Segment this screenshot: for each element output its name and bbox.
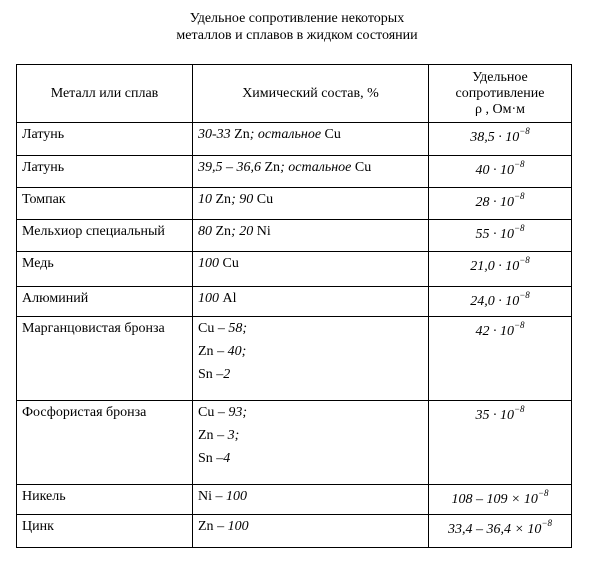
composition-line	[198, 519, 428, 542]
cell-composition	[193, 485, 429, 515]
resistivity-value: 42 · 10	[475, 324, 514, 339]
cell-resistivity	[429, 252, 572, 287]
resistivity-exponent: −8	[513, 223, 525, 233]
table-title-line1: Удельное сопротивление некоторых	[189, 11, 405, 26]
resistivity-value: 108 – 109 × 10	[451, 492, 538, 507]
cell-resistivity	[429, 317, 572, 401]
resistivity-exponent: −8	[513, 320, 525, 330]
cell-metal	[17, 515, 193, 548]
resistivity-value: 21,0 · 10	[470, 259, 520, 274]
composition-line	[198, 127, 428, 150]
cell-composition	[193, 252, 429, 287]
composition-part: Sn	[198, 451, 213, 466]
composition-part: Cu	[198, 321, 215, 336]
header-composition: Химический состав, %	[193, 65, 429, 123]
composition-part: ; 90	[231, 192, 257, 207]
cell-resistivity	[429, 156, 572, 188]
composition-part: Cu	[354, 160, 372, 175]
table-row	[17, 515, 572, 548]
composition-part: Ni	[256, 224, 271, 239]
composition-part: Zn	[215, 224, 232, 239]
cell-composition	[193, 317, 429, 401]
composition-part: 10	[198, 192, 216, 207]
resistivity-value: 55 · 10	[475, 227, 514, 242]
cell-composition	[193, 287, 429, 317]
table-row	[17, 156, 572, 188]
composition-line	[198, 489, 428, 512]
metal-name: Никель	[22, 489, 66, 504]
composition-line	[198, 451, 428, 474]
composition-part: –2	[212, 367, 231, 382]
cell-resistivity	[429, 485, 572, 515]
cell-metal	[17, 156, 193, 188]
cell-resistivity	[429, 220, 572, 252]
header-resistivity-line1: Удельное	[472, 69, 528, 85]
header-metal: Металл или сплав	[17, 65, 193, 123]
composition-part: Zn	[264, 160, 281, 175]
composition-line	[198, 321, 428, 344]
table-body	[17, 123, 572, 548]
composition-line	[198, 192, 428, 215]
composition-line	[198, 344, 428, 367]
composition-part: ; остальное	[249, 127, 325, 142]
cell-resistivity	[429, 401, 572, 485]
composition-part: –4	[212, 451, 231, 466]
composition-part: – 100	[213, 519, 249, 534]
resistivity-exponent: −8	[513, 404, 525, 414]
composition-part: Cu	[198, 405, 215, 420]
table-title	[0, 10, 594, 44]
composition-part: 39,5 – 36,6	[198, 160, 265, 175]
metal-name: Латунь	[22, 127, 65, 142]
cell-resistivity	[429, 188, 572, 220]
header-resistivity	[429, 65, 572, 123]
header-resistivity-line2: сопротивление	[455, 85, 545, 101]
cell-composition	[193, 188, 429, 220]
composition-part: ; 20	[231, 224, 257, 239]
composition-part: 30-33	[198, 127, 235, 142]
cell-metal	[17, 485, 193, 515]
composition-part: 100	[198, 291, 223, 306]
cell-resistivity	[429, 515, 572, 548]
resistivity-exponent: −8	[513, 191, 525, 201]
table-row	[17, 287, 572, 317]
table-row	[17, 252, 572, 287]
composition-part: – 100	[212, 489, 247, 504]
cell-composition	[193, 220, 429, 252]
resistivity-exponent: −8	[519, 290, 530, 300]
composition-part: Ni	[198, 489, 212, 504]
cell-resistivity	[429, 287, 572, 317]
composition-part: Zn	[234, 127, 250, 142]
metal-name: Алюминий	[22, 291, 89, 306]
composition-part: Zn	[198, 344, 214, 359]
metal-name: Фосфористая бронза	[22, 405, 147, 420]
composition-part: Cu	[256, 192, 274, 207]
table-row	[17, 123, 572, 156]
cell-composition	[193, 156, 429, 188]
table-row	[17, 188, 572, 220]
table-row	[17, 485, 572, 515]
cell-metal	[17, 252, 193, 287]
cell-composition	[193, 401, 429, 485]
cell-metal	[17, 317, 193, 401]
table-row	[17, 220, 572, 252]
composition-part: ; остальное	[280, 160, 355, 175]
cell-metal	[17, 188, 193, 220]
composition-part: – 93;	[214, 405, 248, 420]
metal-name: Марганцовистая бронза	[22, 321, 165, 336]
cell-metal	[17, 123, 193, 156]
composition-line	[198, 428, 428, 451]
composition-line	[198, 160, 428, 183]
resistivity-value: 28 · 10	[475, 195, 514, 210]
resistivity-table	[16, 64, 572, 548]
composition-part: 100	[198, 256, 223, 271]
resistivity-exponent: −8	[513, 159, 525, 169]
cell-metal	[17, 220, 193, 252]
composition-line	[198, 291, 428, 314]
composition-part: Zn	[215, 192, 232, 207]
cell-resistivity	[429, 123, 572, 156]
composition-part: – 40;	[213, 344, 247, 359]
cell-composition	[193, 123, 429, 156]
resistivity-exponent: −8	[537, 488, 549, 498]
resistivity-value: 38,5 · 10	[470, 130, 520, 145]
composition-part: Sn	[198, 367, 213, 382]
resistivity-value: 40 · 10	[475, 163, 514, 178]
composition-part: Cu	[324, 127, 341, 142]
metal-name: Медь	[22, 256, 54, 271]
resistivity-exponent: −8	[519, 126, 530, 136]
table-row	[17, 401, 572, 485]
composition-line	[198, 224, 428, 247]
header-row	[17, 65, 572, 123]
metal-name: Мельхиор специальный	[22, 224, 165, 239]
composition-part: Al	[222, 291, 237, 306]
resistivity-value: 35 · 10	[475, 408, 514, 423]
composition-part: Cu	[222, 256, 239, 271]
table-row	[17, 317, 572, 401]
metal-name: Латунь	[22, 160, 65, 175]
resistivity-exponent: −8	[519, 255, 530, 265]
resistivity-value: 24,0 · 10	[470, 294, 520, 309]
composition-line	[198, 256, 428, 279]
metal-name: Томпак	[22, 192, 66, 207]
header-resistivity-line3: ρ , Ом·м	[475, 101, 525, 117]
composition-part: – 3;	[213, 428, 240, 443]
composition-line	[198, 367, 428, 390]
metal-name: Цинк	[22, 519, 54, 534]
cell-composition	[193, 515, 429, 548]
composition-line	[198, 405, 428, 428]
resistivity-exponent: −8	[541, 518, 553, 528]
table-title-line2: металлов и сплавов в жидком состоянии	[176, 28, 418, 43]
cell-metal	[17, 401, 193, 485]
cell-metal	[17, 287, 193, 317]
composition-part: Zn	[198, 519, 214, 534]
composition-part: – 58;	[214, 321, 248, 336]
resistivity-value: 33,4 – 36,4 × 10	[447, 522, 542, 537]
composition-part: Zn	[198, 428, 214, 443]
composition-part: 80	[198, 224, 216, 239]
